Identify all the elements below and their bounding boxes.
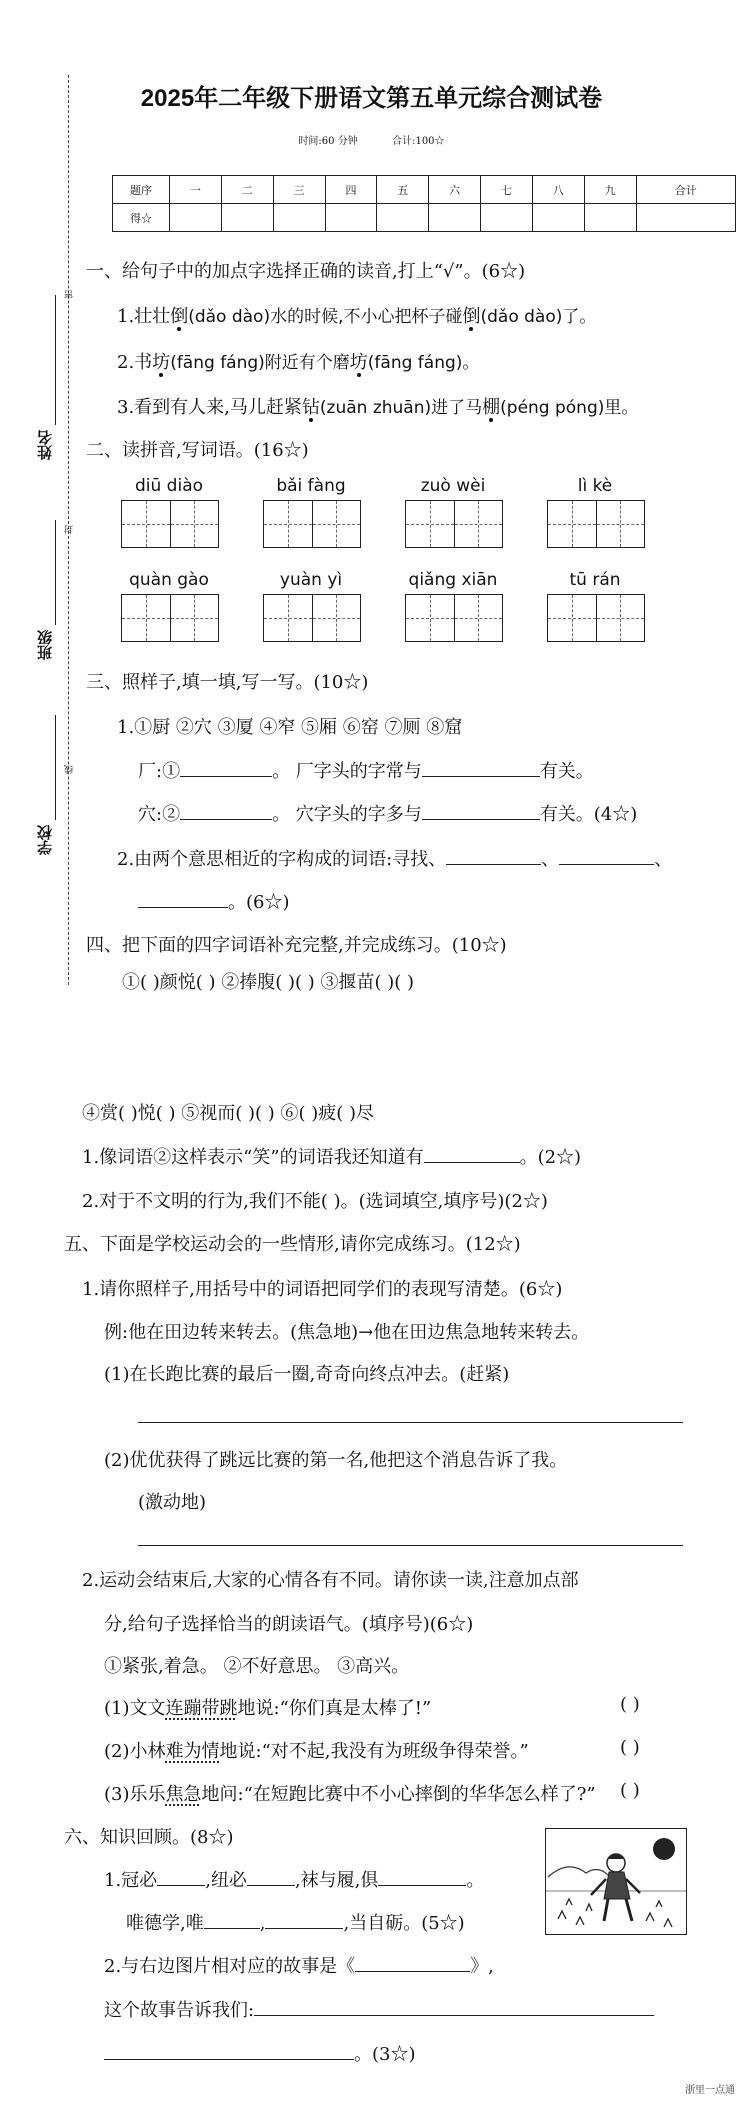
s1-sentence-1 [117, 302, 596, 328]
exam-total: 合计:100☆ [392, 136, 445, 147]
score-header: 八 [532, 176, 584, 204]
answer-parens[interactable]: ( ) [620, 1780, 640, 1801]
answer-blank[interactable] [355, 1955, 470, 1972]
score-cell[interactable] [377, 204, 429, 232]
s5-question-2-cont: 分,给句子选择恰当的朗读语气。(填序号)(6☆) [104, 1614, 474, 1635]
dotted-char: 倒 [170, 306, 189, 327]
answer-line[interactable] [138, 1422, 683, 1423]
score-header: 四 [325, 176, 377, 204]
school-underline [55, 715, 56, 820]
text: 。 [466, 1870, 485, 1891]
text: 2.由两个意思相近的字构成的词语:寻找、 [117, 849, 447, 870]
mountain-outline [548, 1867, 608, 1877]
s4-question-2: 2.对于不文明的行为,我们不能( )。(选词填空,填序号)(2☆) [82, 1191, 548, 1212]
score-cell[interactable] [325, 204, 377, 232]
score-table [112, 175, 736, 232]
score-header: 合计 [636, 176, 735, 204]
answer-blank[interactable] [138, 891, 228, 908]
answer-blank[interactable] [254, 1999, 654, 2016]
s3-question-2: 2.由两个意思相近的字构成的词语:寻找、 、 、 [117, 849, 673, 870]
answer-blank[interactable] [265, 1912, 343, 1929]
score-header: 一 [170, 176, 222, 204]
score-cell[interactable] [532, 204, 584, 232]
tianzige-box[interactable] [547, 594, 645, 642]
name-underline [55, 295, 56, 425]
text: ,袜与履,俱 [294, 1870, 379, 1891]
s6-story-lesson-cont [104, 2040, 416, 2066]
class-label: 班级 [36, 630, 54, 660]
score-cell[interactable] [221, 204, 273, 232]
s5-question-2: 2.运动会结束后,大家的心情各有不同。请你读一读,注意加点部 [82, 1570, 579, 1591]
seal-mark-feng: 封 [65, 525, 75, 534]
s4-question-1 [82, 1143, 581, 1169]
text: 穴:② [138, 804, 181, 825]
s1-sentence-3 [117, 393, 638, 419]
score-table-header-row [113, 176, 736, 204]
answer-blank[interactable] [422, 803, 540, 820]
tianzige-box[interactable] [121, 500, 219, 548]
s5-item-2-word: (激动地) [138, 1492, 207, 1513]
s5-tone-options: ①紧张,着急。 ②不好意思。 ③高兴。 [104, 1656, 410, 1677]
tianzige-box[interactable] [121, 594, 219, 642]
answer-blank[interactable] [247, 1869, 295, 1886]
s5-item-2: (2)优优获得了跳远比赛的第一名,他把这个消息告诉了我。 [104, 1450, 568, 1471]
answer-blank[interactable] [157, 1869, 205, 1886]
answer-blank[interactable] [204, 1912, 260, 1929]
s5-tone-sentence-3 [104, 1780, 596, 1806]
pinyin-label: lì kè [577, 476, 613, 496]
s5-example: 例:他在田边转来转去。(焦急地)→他在田边焦急地转来转去。 [104, 1322, 590, 1343]
s6-recite-line-1 [104, 1866, 484, 1892]
answer-blank[interactable] [424, 1146, 520, 1163]
answer-blank[interactable] [180, 803, 272, 820]
s4-idioms-line-1[interactable]: ①( )颜悦( ) ②捧腹( )( ) ③揠苗( )( ) [122, 972, 415, 993]
text: ,纽必 [205, 1870, 247, 1891]
s5-tone-sentence-2 [104, 1737, 529, 1763]
answer-blank[interactable] [180, 760, 272, 777]
text: 这个故事告诉我们: [104, 2000, 255, 2021]
pinyin-label: quàn gào [129, 570, 209, 590]
text: 。(2☆) [519, 1147, 582, 1168]
text: (1)文文 [104, 1698, 166, 1719]
section-3-heading: 三、照样子,填一填,写一写。(10☆) [86, 672, 369, 693]
publisher-watermark: 浙里一点通 [685, 2085, 735, 2096]
dotted-char: 坊 [349, 352, 368, 373]
page-title: 2025年二年级下册语文第五单元综合测试卷 [140, 85, 603, 112]
text: 地说:“你们真是太棒了!” [237, 1698, 432, 1719]
text: (2)小林 [104, 1741, 166, 1762]
answer-blank[interactable] [104, 2043, 354, 2060]
pinyin-options[interactable]: (dǎo dào)了。 [480, 307, 597, 327]
pinyin-label: bǎi fàng [276, 476, 346, 496]
text: 。(3☆) [354, 2044, 416, 2065]
score-cell[interactable] [636, 204, 735, 232]
score-header: 九 [584, 176, 636, 204]
farmer-body [604, 1872, 630, 1899]
school-label: 学校 [36, 825, 54, 855]
text: 1.像词语②这样表示“笑”的词语我还知道有 [82, 1147, 424, 1168]
seedlings [558, 1899, 672, 1927]
text: 2.与右边图片相对应的故事是《 [104, 1956, 356, 1977]
text: 3.看到有人来,马儿赶紧 [117, 397, 302, 418]
score-header: 二 [221, 176, 273, 204]
answer-parens[interactable]: ( ) [620, 1737, 640, 1758]
exam-time: 时间:60 分钟 [298, 136, 358, 147]
tianzige-box[interactable] [547, 500, 645, 548]
text: , [259, 1913, 266, 1934]
text: 地问:“在短跑比赛中不小心摔倒的华华怎么样了?” [201, 1784, 596, 1805]
sun-icon [653, 1838, 675, 1860]
pinyin-label: tū rán [569, 570, 621, 590]
pinyin-options[interactable]: (dǎo dào)水的时候,不小心把杯子碰 [188, 307, 463, 327]
pinyin-options[interactable]: (péng póng)里。 [500, 398, 639, 418]
section-5-heading: 五、下面是学校运动会的一些情形,请你完成练习。(12☆) [64, 1234, 521, 1255]
text: 地说:“对不起,我没有为班级争得荣誉。” [219, 1741, 529, 1762]
score-header: 七 [481, 176, 533, 204]
exam-info [0, 132, 743, 147]
tianzige-box[interactable] [263, 594, 361, 642]
s6-story-lesson [104, 1996, 654, 2022]
farmer-pulling-seedlings-image [546, 1829, 686, 1934]
text: 》, [470, 1956, 494, 1977]
section-1-heading: 一、给句子中的加点字选择正确的读音,打上“√”。(6☆) [86, 261, 526, 282]
s5-item-1: (1)在长跑比赛的最后一圈,奇奇向终点冲去。(赶紧) [104, 1364, 510, 1385]
tianzige-box[interactable] [405, 500, 503, 548]
score-cell[interactable] [481, 204, 533, 232]
name-label: 姓名 [36, 430, 54, 460]
text: 有关。(4☆) [539, 804, 638, 825]
pinyin-label: qiǎng xiān [408, 570, 498, 590]
s1-sentence-2 [117, 348, 479, 374]
dotted-char: 钻 [301, 397, 320, 418]
s6-recite-line-2 [126, 1909, 465, 1935]
answer-blank[interactable] [446, 848, 541, 865]
section-2-heading: 二、读拼音,写词语。(16☆) [86, 440, 309, 461]
text: 。 穴字头的字多与 [272, 804, 422, 825]
text: 有关。 [539, 761, 594, 782]
score-header: 三 [273, 176, 325, 204]
text: ,当自砺。(5☆) [343, 1913, 465, 1934]
text: (3)乐乐 [104, 1784, 166, 1805]
score-header: 题序 [113, 176, 170, 204]
s5-tone-sentence-1 [104, 1694, 431, 1720]
s6-story-question [104, 1952, 494, 1978]
score-cell[interactable] [584, 204, 636, 232]
pinyin-options[interactable]: (fāng fáng)附近有个磨 [170, 353, 350, 373]
section-4-heading: 四、把下面的四字词语补充完整,并完成练习。(10☆) [86, 935, 507, 956]
score-cell[interactable] [273, 204, 325, 232]
dotted-char: 倒 [462, 306, 481, 327]
score-row-label: 得☆ [113, 204, 170, 232]
seal-mark-mi: 密 [65, 290, 75, 299]
story-illustration [545, 1828, 687, 1935]
answer-parens[interactable]: ( ) [620, 1694, 640, 1715]
s3-question-2-cont [138, 888, 290, 914]
class-underline [55, 520, 56, 625]
section-6-heading: 六、知识回顾。(8☆) [64, 1827, 234, 1848]
score-table-score-row [113, 204, 736, 232]
score-cell[interactable] [170, 204, 222, 232]
pinyin-options[interactable]: (fāng fáng)。 [367, 353, 480, 373]
text: 2.书 [117, 352, 153, 373]
text: 。 厂字头的字常与 [272, 761, 422, 782]
score-cell[interactable] [429, 204, 481, 232]
answer-blank[interactable] [559, 848, 654, 865]
answer-blank[interactable] [378, 1869, 466, 1886]
s3-character-list: 1.①厨 ②穴 ③厦 ④窄 ⑤厢 ⑥窑 ⑦厕 ⑧窟 [117, 717, 463, 738]
tianzige-box[interactable] [405, 594, 503, 642]
dotted-char: 坊 [152, 352, 171, 373]
tianzige-box[interactable] [263, 500, 361, 548]
score-header: 六 [429, 176, 481, 204]
s5-question-1: 1.请你照样子,用括号中的词语把同学们的表现写清楚。(6☆) [82, 1279, 563, 1300]
text: 1.壮壮 [117, 306, 171, 327]
pinyin-options[interactable]: (zuān zhuān)进了马 [319, 398, 483, 418]
dotted-word: 焦急 [165, 1784, 202, 1805]
text: 唯德学,唯 [126, 1913, 204, 1934]
seal-mark-xian: 线 [65, 765, 75, 774]
pinyin-label: diū diào [134, 476, 204, 496]
pinyin-label: yuàn yì [279, 570, 343, 590]
dotted-char: 棚 [482, 397, 501, 418]
answer-line[interactable] [138, 1545, 683, 1546]
pinyin-label: zuò wèi [420, 476, 486, 496]
text: 。(6☆) [228, 892, 290, 913]
score-header: 五 [377, 176, 429, 204]
text: 1.冠必 [104, 1870, 158, 1891]
dotted-word: 连蹦带跳 [165, 1698, 238, 1719]
s3-line-chang [138, 757, 594, 783]
s3-line-xue [138, 800, 637, 826]
dotted-word: 难为情 [165, 1741, 220, 1762]
text: 厂:① [138, 761, 181, 782]
answer-blank[interactable] [422, 760, 540, 777]
s4-idioms-line-2[interactable]: ④赏( )悦( ) ⑤视而( )( ) ⑥( )疲( )尽 [82, 1103, 375, 1124]
